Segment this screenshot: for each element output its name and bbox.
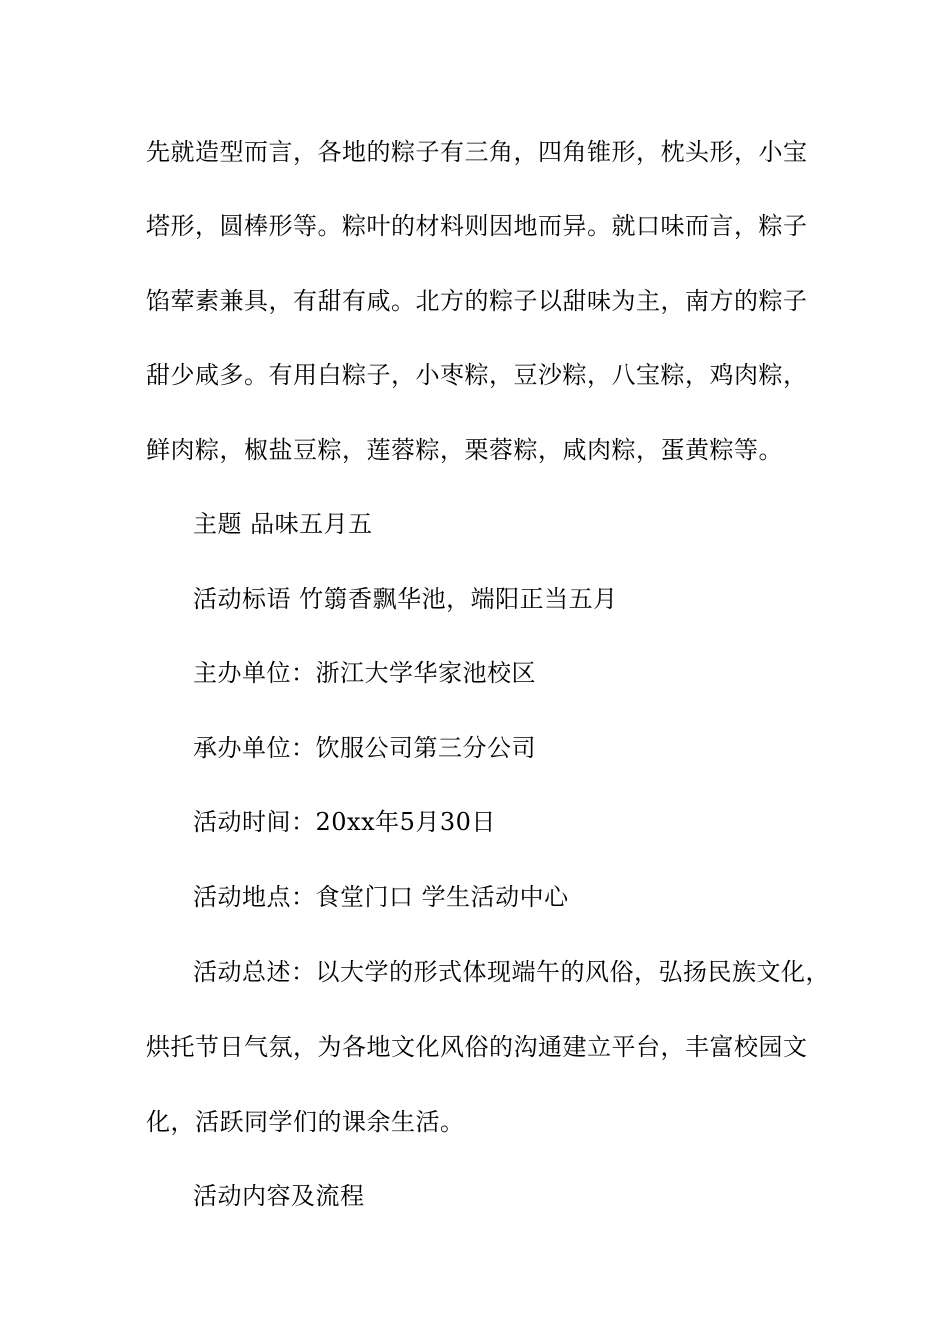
time-line: 活动时间：20xx年5月30日 [193, 808, 496, 836]
overview-line: 烘托节日气氛，为各地文化风俗的沟通建立平台，丰富校园文 [146, 1033, 808, 1061]
overview-line: 活动总述：以大学的形式体现端午的风俗，弘扬民族文化， [193, 958, 830, 986]
overview-line: 化，活跃同学们的课余生活。 [146, 1108, 465, 1136]
paragraph-line: 馅荤素兼具，有甜有咸。北方的粽子以甜味为主，南方的粽子 [146, 287, 808, 315]
paragraph-line: 甜少咸多。有用白粽子，小枣粽，豆沙粽，八宝粽，鸡肉粽， [146, 361, 808, 389]
paragraph-line: 先就造型而言，各地的粽子有三角，四角锥形，枕头形，小宝 [146, 138, 808, 166]
section-heading: 活动内容及流程 [193, 1182, 365, 1210]
paragraph-line: 鲜肉粽，椒盐豆粽，莲蓉粽，栗蓉粽，咸肉粽，蛋黄粽等。 [146, 436, 783, 464]
host-line: 承办单位：饮服公司第三分公司 [193, 734, 536, 762]
slogan-line: 活动标语 竹篛香飘华池，端阳正当五月 [193, 585, 618, 613]
theme-line: 主题 品味五月五 [193, 510, 373, 538]
location-line: 活动地点：食堂门口 学生活动中心 [193, 883, 569, 911]
organizer-line: 主办单位：浙江大学华家池校区 [193, 659, 536, 687]
paragraph-line: 塔形，圆棒形等。粽叶的材料则因地而异。就口味而言，粽子 [146, 212, 808, 240]
